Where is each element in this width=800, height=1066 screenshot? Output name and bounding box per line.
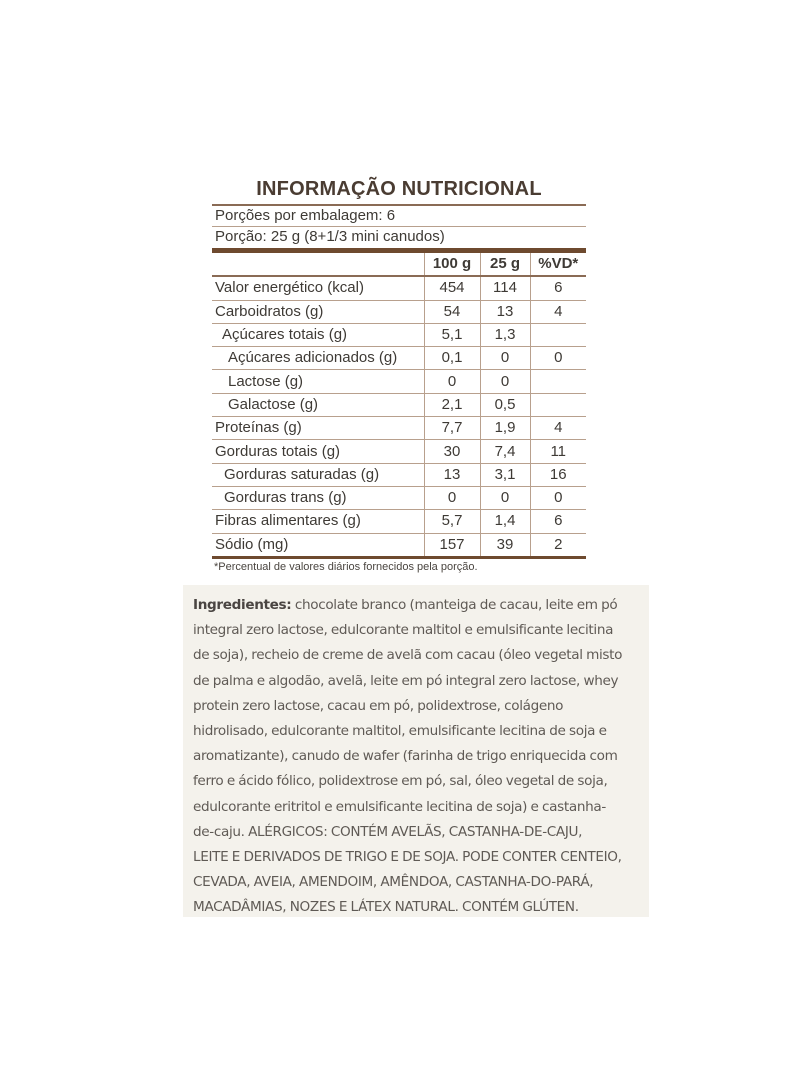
nutrient-per25: 1,9 xyxy=(480,417,530,440)
nutrient-per100: 2,1 xyxy=(424,393,480,416)
header-label-cell xyxy=(212,253,424,276)
nutrient-per25: 1,3 xyxy=(480,323,530,346)
nutrition-facts-panel xyxy=(212,176,586,575)
nutrient-per100: 30 xyxy=(424,440,480,463)
ingredients-line: aromatizante), canudo de wafer (farinha de trigo enriquecida com xyxy=(193,748,618,765)
nutrient-per25: 0 xyxy=(480,486,530,509)
nutrient-per100: 5,7 xyxy=(424,510,480,533)
nutrient-per25: 1,4 xyxy=(480,510,530,533)
ingredients-line: CEVADA, AVEIA, AMENDOIM, AMÊNDOA, CASTANHA-DO-PARÁ, xyxy=(193,874,594,891)
nutrient-row xyxy=(212,463,586,486)
ingredients-line: edulcorante eritritol e emulsificante lecitina de soja) e castanha- xyxy=(193,798,606,815)
nutrient-vd: 2 xyxy=(530,533,586,556)
ingredients-line: hidrolisado, edulcorante maltitol, emulsificante lecitina de soja e xyxy=(193,723,607,740)
ingredients-line: LEITE E DERIVADOS DE TRIGO E DE SOJA. PODE CONTER CENTEIO, xyxy=(193,849,622,866)
nutrient-row xyxy=(212,486,586,509)
nutrient-per100: 454 xyxy=(424,276,480,300)
nutrient-row xyxy=(212,510,586,533)
nutrient-vd: 0 xyxy=(530,347,586,370)
ingredients-line: de palma e algodão, avelã, leite em pó integral zero lactose, whey xyxy=(193,672,619,689)
ingredients-line: protein zero lactose, cacau em pó, polidextrose, colágeno xyxy=(193,697,564,714)
nutrient-per25: 0,5 xyxy=(480,393,530,416)
nutrient-vd xyxy=(530,323,586,346)
nutrient-label: Gorduras totais (g) xyxy=(212,440,424,463)
nutrient-per25: 0 xyxy=(480,347,530,370)
nutrient-row xyxy=(212,276,586,300)
servings-per-package: Porções por embalagem: 6 xyxy=(212,206,586,227)
nutrient-per100: 54 xyxy=(424,300,480,323)
nutrient-per25: 39 xyxy=(480,533,530,556)
nutrition-title: INFORMAÇÃO NUTRICIONAL xyxy=(212,176,586,206)
nutrition-header-row xyxy=(212,253,586,276)
nutrient-row xyxy=(212,533,586,556)
nutrient-label: Carboidratos (g) xyxy=(212,300,424,323)
ingredients-line xyxy=(193,593,649,618)
nutrient-label: Açúcares adicionados (g) xyxy=(212,347,424,370)
header-vd: %VD* xyxy=(530,253,586,276)
nutrient-row xyxy=(212,370,586,393)
ingredients-line: de-caju. ALÉRGICOS: CONTÉM AVELÃS, CASTANHA-DE-CAJU, xyxy=(193,823,583,840)
ingredients-line: MACADÂMIAS, NOZES E LÁTEX NATURAL. CONTÉM GLÚTEN. xyxy=(193,899,579,916)
nutrient-row xyxy=(212,347,586,370)
nutrient-vd: 4 xyxy=(530,300,586,323)
nutrient-row xyxy=(212,323,586,346)
nutrient-per100: 0 xyxy=(424,486,480,509)
nutrient-label: Gorduras trans (g) xyxy=(212,486,424,509)
ingredients-line: de soja), recheio de creme de avelã com cacau (óleo vegetal misto xyxy=(193,647,623,664)
nutrient-per25: 3,1 xyxy=(480,463,530,486)
nutrient-row xyxy=(212,440,586,463)
ingredients-line: ferro e ácido fólico, polidextrose em pó, sal, óleo vegetal de soja, xyxy=(193,773,608,790)
ingredients-box xyxy=(183,585,649,917)
nutrient-per100: 0 xyxy=(424,370,480,393)
nutrient-row xyxy=(212,393,586,416)
nutrition-table xyxy=(212,253,586,556)
nutrient-label: Proteínas (g) xyxy=(212,417,424,440)
serving-size: Porção: 25 g (8+1/3 mini canudos) xyxy=(215,228,445,245)
header-100g: 100 g xyxy=(424,253,480,276)
nutrient-vd xyxy=(530,393,586,416)
nutrient-per25: 114 xyxy=(480,276,530,300)
nutrient-vd xyxy=(530,370,586,393)
nutrient-label: Lactose (g) xyxy=(212,370,424,393)
nutrient-vd: 4 xyxy=(530,417,586,440)
nutrient-vd: 6 xyxy=(530,276,586,300)
nutrient-per25: 0 xyxy=(480,370,530,393)
nutrient-vd: 6 xyxy=(530,510,586,533)
nutrient-per100: 5,1 xyxy=(424,323,480,346)
nutrient-vd: 11 xyxy=(530,440,586,463)
nutrient-label: Valor energético (kcal) xyxy=(212,276,424,300)
ingredients-line: integral zero lactose, edulcorante maltitol e emulsificante lecitina xyxy=(193,622,614,639)
nutrient-per25: 7,4 xyxy=(480,440,530,463)
nutrient-label: Açúcares totais (g) xyxy=(212,323,424,346)
nutrient-vd: 16 xyxy=(530,463,586,486)
footnote: *Percentual de valores diários fornecidos pela porção. xyxy=(214,560,478,573)
nutrient-per100: 7,7 xyxy=(424,417,480,440)
nutrient-label: Fibras alimentares (g) xyxy=(212,510,424,533)
header-25g: 25 g xyxy=(480,253,530,276)
nutrient-per100: 157 xyxy=(424,533,480,556)
ingredients-heading: Ingredientes: xyxy=(193,597,292,613)
nutrient-per100: 13 xyxy=(424,463,480,486)
nutrient-label: Gorduras saturadas (g) xyxy=(212,463,424,486)
nutrient-label: Sódio (mg) xyxy=(215,535,289,553)
nutrient-per25: 13 xyxy=(480,300,530,323)
nutrient-row xyxy=(212,300,586,323)
nutrient-vd: 0 xyxy=(530,486,586,509)
nutrient-per100: 0,1 xyxy=(424,347,480,370)
ingredients-text: chocolate branco (manteiga de cacau, leite em pó xyxy=(291,597,618,613)
nutrient-row xyxy=(212,417,586,440)
nutrient-label: Galactose (g) xyxy=(212,393,424,416)
